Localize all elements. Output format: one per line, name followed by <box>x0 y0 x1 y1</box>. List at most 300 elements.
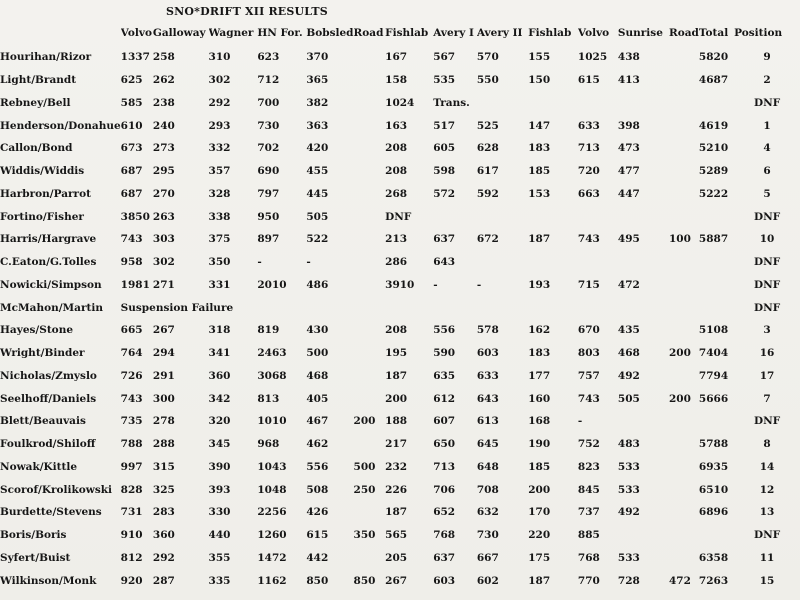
score-cell: 550 <box>476 74 499 87</box>
score-cell <box>385 296 433 319</box>
team-name: Burdette/Stevens <box>0 506 102 519</box>
score-cell <box>618 205 669 228</box>
score-cell: 325 <box>152 483 175 496</box>
position-cell: 3 <box>763 324 771 337</box>
score-cell: 5108 <box>698 324 729 337</box>
score-cell: 295 <box>152 165 175 178</box>
score-cell: 188 <box>385 415 408 428</box>
score-cell: 492 <box>617 369 640 382</box>
score-cell: 492 <box>617 506 640 519</box>
position-cell: DNF <box>753 301 781 314</box>
score-cell: 350 <box>353 529 376 542</box>
score-cell: 823 <box>577 460 600 473</box>
score-cell: 341 <box>208 347 231 360</box>
column-header: Total <box>698 27 729 39</box>
score-cell <box>669 46 699 69</box>
score-cell: 271 <box>152 278 175 291</box>
score-cell: 885 <box>577 529 600 542</box>
score-cell: 473 <box>617 142 640 155</box>
score-cell: 183 <box>528 142 551 155</box>
position-cell: 17 <box>759 369 775 382</box>
score-cell: 556 <box>433 324 456 337</box>
score-cell: 643 <box>476 392 499 405</box>
score-cell: 602 <box>476 574 499 587</box>
column-header: Volvo <box>577 27 610 39</box>
team-name: Nowak/Kittle <box>0 460 78 473</box>
score-cell <box>699 524 734 547</box>
score-cell: 508 <box>306 483 329 496</box>
score-cell: 828 <box>120 483 143 496</box>
team-name: Foulkrod/Shiloff <box>0 438 96 451</box>
score-cell: 712 <box>257 74 280 87</box>
team-name: Hourihan/Rizor <box>0 51 92 64</box>
position-cell: DNF <box>753 278 781 291</box>
score-cell: 968 <box>257 438 280 451</box>
score-cell: 187 <box>385 369 408 382</box>
score-cell <box>699 251 734 274</box>
score-cell: 190 <box>528 438 551 451</box>
score-cell: 162 <box>528 324 551 337</box>
score-cell <box>618 92 669 115</box>
score-cell: 292 <box>152 551 175 564</box>
score-cell <box>669 92 699 115</box>
score-cell: 413 <box>617 74 640 87</box>
score-cell: 208 <box>385 142 408 155</box>
score-cell <box>699 92 734 115</box>
row-note: Suspension Failure <box>120 301 234 314</box>
column-header: Bobsled <box>306 27 354 39</box>
score-cell <box>354 274 386 297</box>
position-cell: 7 <box>763 392 771 405</box>
score-cell: 643 <box>433 256 456 269</box>
score-cell: 300 <box>152 392 175 405</box>
table-row <box>0 387 800 410</box>
score-cell: 195 <box>385 347 408 360</box>
score-cell <box>528 92 578 115</box>
position-cell: 1 <box>763 119 771 132</box>
score-cell: 263 <box>152 210 175 223</box>
score-cell: 310 <box>208 51 231 64</box>
score-cell: 645 <box>476 438 499 451</box>
score-cell: 625 <box>120 74 143 87</box>
score-cell: 687 <box>120 165 143 178</box>
score-cell: 2256 <box>257 506 287 519</box>
column-header: Galloway <box>152 27 206 39</box>
score-cell <box>578 296 618 319</box>
score-cell: 302 <box>208 74 231 87</box>
score-cell: 5820 <box>698 51 729 64</box>
score-cell: 350 <box>208 256 231 269</box>
score-cell <box>669 160 699 183</box>
score-cell <box>669 137 699 160</box>
score-cell: 4619 <box>698 119 729 132</box>
score-cell: 590 <box>433 347 456 360</box>
score-cell <box>618 296 669 319</box>
team-name: McMahon/Martin <box>0 301 103 314</box>
score-cell <box>669 524 699 547</box>
score-cell <box>354 342 386 365</box>
table-row <box>0 501 800 524</box>
score-cell: 147 <box>528 119 551 132</box>
score-cell: 607 <box>433 415 456 428</box>
score-cell: 505 <box>306 210 329 223</box>
score-cell: 735 <box>120 415 143 428</box>
score-cell <box>354 205 386 228</box>
score-cell: 200 <box>668 347 691 360</box>
table-row <box>0 251 800 274</box>
score-cell: 232 <box>385 460 408 473</box>
team-name: Fortino/Fisher <box>0 210 84 223</box>
table-row <box>0 205 800 228</box>
score-cell: 752 <box>577 438 600 451</box>
score-cell: 5887 <box>698 233 729 246</box>
score-cell: 1162 <box>257 574 287 587</box>
score-cell <box>618 410 669 433</box>
team-name: Wright/Binder <box>0 347 85 360</box>
score-cell: 585 <box>120 96 143 109</box>
score-cell: 6358 <box>698 551 729 564</box>
score-cell: 702 <box>257 142 280 155</box>
score-cell: 278 <box>152 415 175 428</box>
table-row <box>0 433 800 456</box>
score-cell: 920 <box>120 574 143 587</box>
team-name: Scorof/Krolikowski <box>0 483 112 496</box>
score-cell: 363 <box>306 119 329 132</box>
score-cell: 592 <box>476 187 499 200</box>
score-cell: 3068 <box>257 369 287 382</box>
score-cell: 1010 <box>257 415 287 428</box>
position-cell: 6 <box>763 165 771 178</box>
score-cell: 700 <box>257 96 280 109</box>
score-cell <box>618 524 669 547</box>
score-cell: 445 <box>306 187 329 200</box>
score-cell: 328 <box>208 187 231 200</box>
score-cell: 5210 <box>698 142 729 155</box>
score-cell: 728 <box>617 574 640 587</box>
score-cell: 220 <box>528 529 551 542</box>
table-row <box>0 160 800 183</box>
results-table <box>0 20 800 592</box>
score-cell: 4687 <box>698 74 729 87</box>
column-header: HN For. <box>257 27 303 39</box>
score-cell: 2463 <box>257 347 287 360</box>
score-cell: 1472 <box>257 551 287 564</box>
position-cell: 16 <box>759 347 775 360</box>
score-cell <box>354 365 386 388</box>
score-cell: 648 <box>476 460 499 473</box>
score-cell: 850 <box>306 574 329 587</box>
score-cell: 158 <box>385 74 408 87</box>
score-cell: 5222 <box>698 187 729 200</box>
score-cell: 440 <box>208 529 231 542</box>
score-cell: 6896 <box>698 506 729 519</box>
table-row <box>0 228 800 251</box>
column-header: Avery I <box>433 27 474 39</box>
table-row <box>0 274 800 297</box>
score-cell: 360 <box>152 529 175 542</box>
score-cell: 335 <box>208 574 231 587</box>
score-cell: 819 <box>257 324 280 337</box>
score-cell: 637 <box>433 233 456 246</box>
score-cell: 472 <box>668 574 691 587</box>
score-cell: 357 <box>208 165 231 178</box>
score-cell: 472 <box>617 278 640 291</box>
score-cell: - <box>306 256 311 269</box>
column-header: Fishlab <box>528 27 572 39</box>
column-header: Sunrise <box>617 27 663 39</box>
score-cell: 663 <box>577 187 600 200</box>
score-cell: 435 <box>617 324 640 337</box>
table-row <box>0 46 800 69</box>
score-cell: 565 <box>385 529 408 542</box>
score-cell: 708 <box>476 483 499 496</box>
score-cell: 757 <box>577 369 600 382</box>
score-cell: 720 <box>577 165 600 178</box>
score-cell: 375 <box>208 233 231 246</box>
score-cell: 635 <box>433 369 456 382</box>
table-row <box>0 183 800 206</box>
position-cell: 8 <box>763 438 771 451</box>
score-cell: 217 <box>385 438 408 451</box>
team-name: Henderson/Donahue <box>0 119 121 132</box>
score-cell: 365 <box>306 74 329 87</box>
score-cell: 533 <box>617 483 640 496</box>
score-cell <box>477 92 528 115</box>
score-cell <box>669 251 699 274</box>
score-cell: 288 <box>152 438 175 451</box>
score-cell: 250 <box>353 483 376 496</box>
position-cell: 10 <box>759 233 775 246</box>
score-cell: 615 <box>306 529 329 542</box>
score-cell: 208 <box>385 324 408 337</box>
score-cell: 797 <box>257 187 280 200</box>
score-cell: 200 <box>385 392 408 405</box>
team-name: Harbron/Parrot <box>0 187 91 200</box>
score-cell: 3910 <box>385 278 415 291</box>
score-cell: 262 <box>152 74 175 87</box>
score-cell: - <box>476 278 482 291</box>
score-cell: 910 <box>120 529 143 542</box>
position-cell: 4 <box>763 142 771 155</box>
score-cell: 205 <box>385 551 408 564</box>
score-cell <box>354 183 386 206</box>
score-cell: 652 <box>433 506 456 519</box>
score-cell <box>477 296 528 319</box>
score-cell: 200 <box>528 483 551 496</box>
score-cell: 177 <box>528 369 551 382</box>
team-name: Blett/Beauvais <box>0 415 86 428</box>
score-cell: 438 <box>617 51 640 64</box>
table-row <box>0 69 800 92</box>
score-cell <box>699 410 734 433</box>
position-cell: DNF <box>753 96 781 109</box>
score-cell: 5666 <box>698 392 729 405</box>
score-cell: 633 <box>577 119 600 132</box>
table-row <box>0 342 800 365</box>
team-name: Callon/Bond <box>0 142 73 155</box>
score-cell <box>354 69 386 92</box>
score-cell: 958 <box>120 256 143 269</box>
score-cell: 598 <box>433 165 456 178</box>
score-cell: 238 <box>152 96 175 109</box>
table-row <box>0 410 800 433</box>
score-cell: 483 <box>617 438 640 451</box>
score-cell <box>699 296 734 319</box>
score-cell <box>669 365 699 388</box>
score-cell <box>618 251 669 274</box>
table-row <box>0 137 800 160</box>
score-cell: 7794 <box>698 369 729 382</box>
score-cell: 567 <box>433 51 456 64</box>
score-cell <box>669 319 699 342</box>
score-cell <box>477 251 528 274</box>
score-cell: 533 <box>617 551 640 564</box>
score-cell: 462 <box>306 438 329 451</box>
table-row <box>0 319 800 342</box>
score-cell: 342 <box>208 392 231 405</box>
score-cell: 615 <box>577 74 600 87</box>
score-cell: 302 <box>152 256 175 269</box>
score-cell: 331 <box>208 278 231 291</box>
score-cell: 726 <box>120 369 143 382</box>
column-header <box>0 20 121 46</box>
score-cell: 665 <box>120 324 143 337</box>
score-cell: 393 <box>208 483 231 496</box>
score-cell: 185 <box>528 460 551 473</box>
score-cell: 803 <box>577 347 600 360</box>
score-cell: 240 <box>152 119 175 132</box>
score-cell: 813 <box>257 392 280 405</box>
position-cell: 14 <box>759 460 775 473</box>
score-cell: 283 <box>152 506 175 519</box>
score-cell: 455 <box>306 165 329 178</box>
score-cell <box>354 46 386 69</box>
score-cell: 667 <box>476 551 499 564</box>
score-cell: 268 <box>385 187 408 200</box>
score-cell: 1981 <box>120 278 150 291</box>
score-cell: 1025 <box>577 51 608 64</box>
score-cell: - <box>257 256 262 269</box>
score-cell: 294 <box>152 347 175 360</box>
score-cell: 628 <box>476 142 499 155</box>
team-name: Rebney/Bell <box>0 96 71 109</box>
score-cell <box>578 205 618 228</box>
team-name: Widdis/Widdis <box>0 165 85 178</box>
score-cell: 183 <box>528 347 551 360</box>
score-cell: 623 <box>257 51 280 64</box>
page-title: SNO*DRIFT XII RESULTS <box>166 5 328 18</box>
score-cell: 467 <box>306 415 329 428</box>
position-cell: DNF <box>753 415 781 428</box>
score-cell: 672 <box>476 233 499 246</box>
score-cell: 273 <box>152 142 175 155</box>
score-cell: 213 <box>385 233 408 246</box>
score-cell: 673 <box>120 142 143 155</box>
column-header: Volvo <box>120 27 152 39</box>
score-cell: 390 <box>208 460 231 473</box>
score-cell <box>354 92 386 115</box>
score-cell: 303 <box>152 233 175 246</box>
score-cell: 150 <box>528 74 551 87</box>
score-cell <box>354 251 386 274</box>
score-cell: 603 <box>433 574 456 587</box>
score-cell: 617 <box>476 165 499 178</box>
score-cell: 153 <box>528 187 551 200</box>
column-header: Position <box>734 27 783 39</box>
score-cell: 187 <box>528 574 551 587</box>
score-cell: 3850 <box>120 210 150 223</box>
score-cell: 187 <box>385 506 408 519</box>
score-cell <box>669 410 699 433</box>
score-cell: 5788 <box>698 438 729 451</box>
team-name: Seelhoff/Daniels <box>0 392 97 405</box>
score-cell: 633 <box>476 369 499 382</box>
score-cell <box>354 319 386 342</box>
score-cell: 850 <box>353 574 376 587</box>
score-cell: 155 <box>528 51 551 64</box>
header-row <box>0 20 800 46</box>
score-cell <box>669 478 699 501</box>
team-name: Harris/Hargrave <box>0 233 97 246</box>
score-cell: 525 <box>476 119 499 132</box>
score-cell: 332 <box>208 142 231 155</box>
score-cell: 737 <box>577 506 600 519</box>
score-cell <box>669 274 699 297</box>
score-cell: 613 <box>476 415 499 428</box>
score-cell <box>354 501 386 524</box>
score-cell: 286 <box>385 256 408 269</box>
score-cell: 430 <box>306 324 329 337</box>
score-cell <box>669 183 699 206</box>
score-cell: 100 <box>668 233 691 246</box>
score-cell: 447 <box>617 187 640 200</box>
score-cell: 578 <box>476 324 499 337</box>
score-cell <box>578 251 618 274</box>
column-header: Wagner <box>208 27 254 39</box>
score-cell <box>669 114 699 137</box>
score-cell: 360 <box>208 369 231 382</box>
score-cell: 293 <box>208 119 231 132</box>
table-row <box>0 456 800 479</box>
score-cell: 320 <box>208 415 231 428</box>
team-name: Boris/Boris <box>0 529 67 542</box>
score-cell: 603 <box>476 347 499 360</box>
score-cell: 570 <box>476 51 499 64</box>
score-cell: 687 <box>120 187 143 200</box>
score-cell: 345 <box>208 438 231 451</box>
score-cell: 533 <box>617 460 640 473</box>
score-cell: 355 <box>208 551 231 564</box>
score-cell: 468 <box>306 369 329 382</box>
score-cell: 2010 <box>257 278 287 291</box>
score-cell: 650 <box>433 438 456 451</box>
score-cell <box>354 114 386 137</box>
score-cell: 167 <box>385 51 408 64</box>
score-cell: 291 <box>152 369 175 382</box>
score-cell: 338 <box>208 210 231 223</box>
score-cell: 163 <box>385 119 408 132</box>
table-row <box>0 569 800 592</box>
table-row <box>0 524 800 547</box>
position-cell: 11 <box>759 551 775 564</box>
score-cell: 330 <box>208 506 231 519</box>
score-cell: 897 <box>257 233 280 246</box>
score-cell: 522 <box>306 233 329 246</box>
score-cell: 768 <box>433 529 456 542</box>
score-cell: 610 <box>120 119 143 132</box>
team-name: Nowicki/Simpson <box>0 278 102 291</box>
score-cell: 505 <box>617 392 640 405</box>
